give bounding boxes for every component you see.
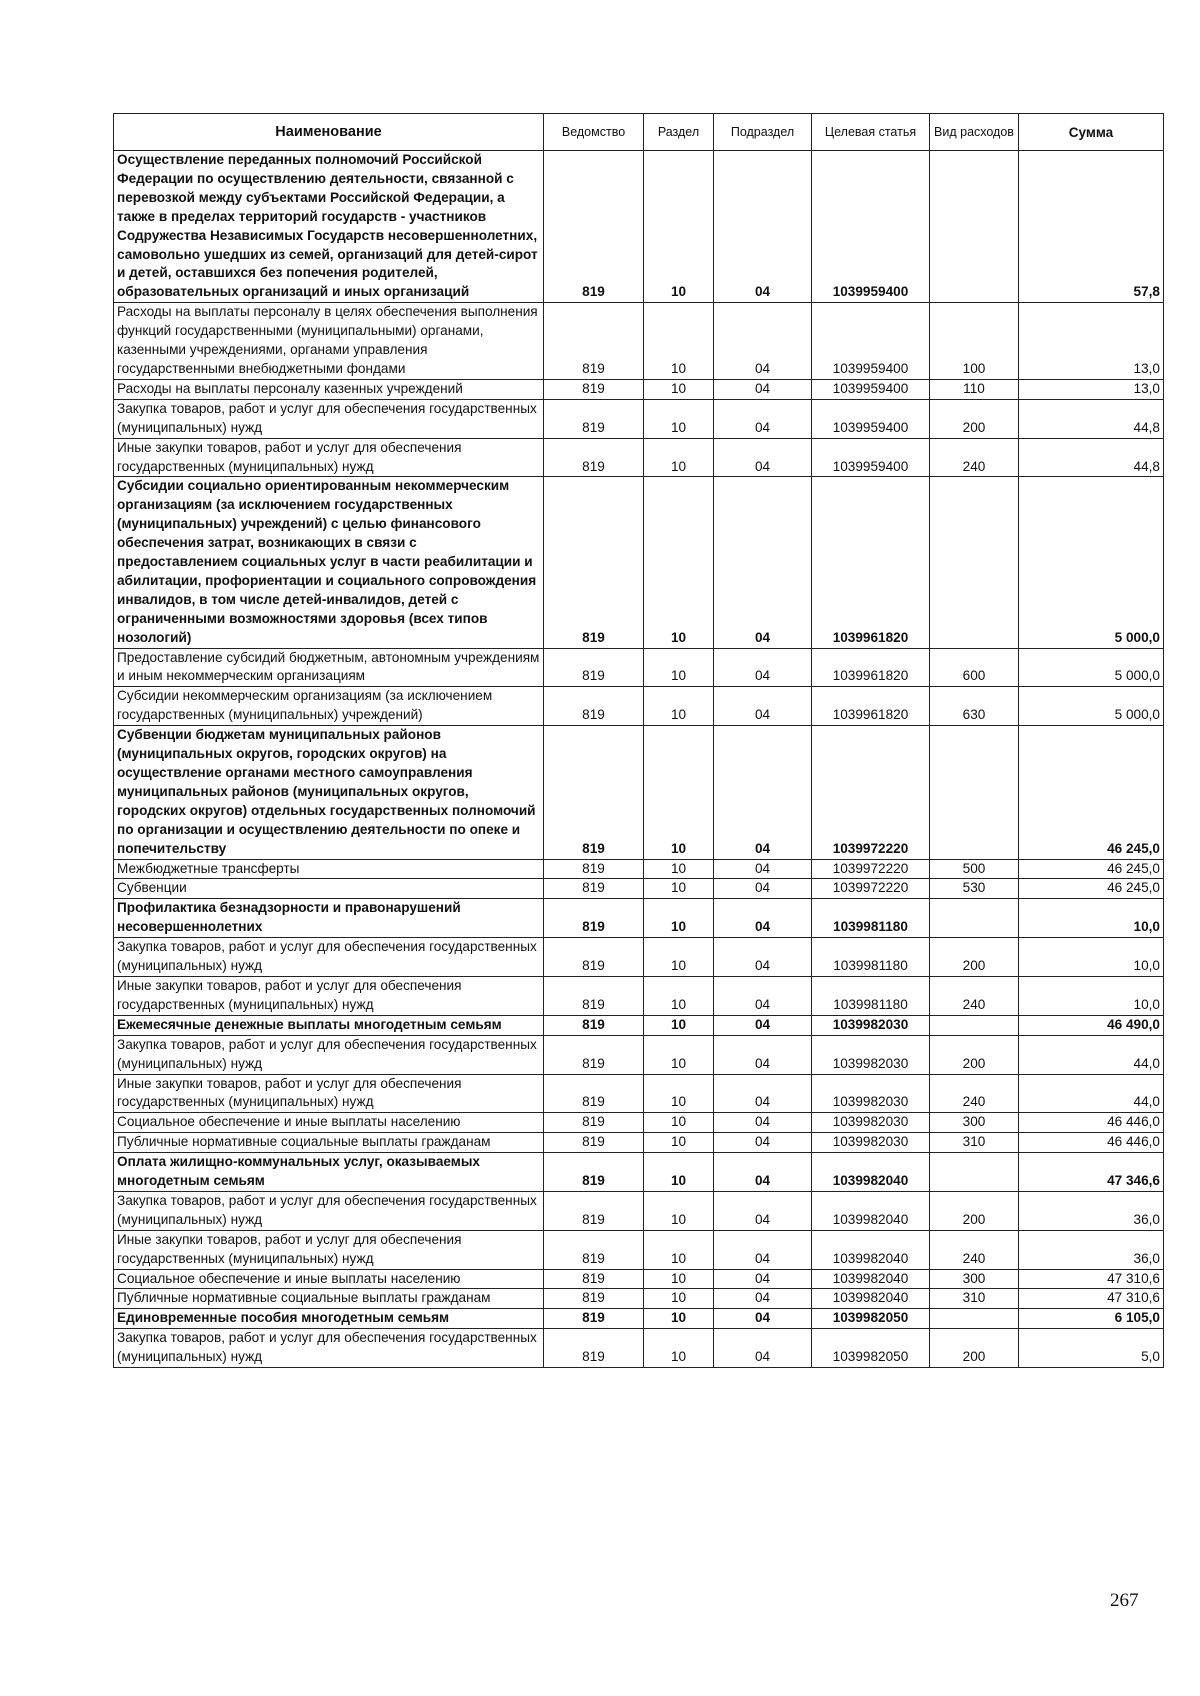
header-department: Ведомство xyxy=(544,114,644,151)
row-amount: 5,0 xyxy=(1019,1329,1164,1368)
table-header-row xyxy=(114,114,1164,151)
table-row xyxy=(114,687,1164,726)
row-amount: 5 000,0 xyxy=(1019,477,1164,648)
row-name: Иные закупки товаров, работ и услуг для обеспечения государственных (муниципальных) нужд xyxy=(114,976,544,1015)
row-department: 819 xyxy=(544,1329,644,1368)
row-amount: 47 346,6 xyxy=(1019,1153,1164,1192)
row-name: Профилактика безнадзорности и правонарушений несовершеннолетних xyxy=(114,899,544,938)
row-subsection: 04 xyxy=(714,859,812,879)
row-target-article: 1039959400 xyxy=(812,399,930,438)
row-target-article: 1039982040 xyxy=(812,1269,930,1289)
row-target-article: 1039982030 xyxy=(812,1074,930,1113)
row-section: 10 xyxy=(644,859,714,879)
row-amount: 46 446,0 xyxy=(1019,1133,1164,1153)
row-amount: 10,0 xyxy=(1019,899,1164,938)
row-expense-type: 200 xyxy=(930,1191,1019,1230)
row-expense-type: 300 xyxy=(930,1269,1019,1289)
row-name: Иные закупки товаров, работ и услуг для обеспечения государственных (муниципальных) нужд xyxy=(114,438,544,477)
row-expense-type xyxy=(930,1015,1019,1035)
row-amount: 44,8 xyxy=(1019,399,1164,438)
row-amount: 44,8 xyxy=(1019,438,1164,477)
row-department: 819 xyxy=(544,399,644,438)
row-amount: 13,0 xyxy=(1019,379,1164,399)
row-section: 10 xyxy=(644,1289,714,1309)
header-name: Наименование xyxy=(114,114,544,151)
row-name: Закупка товаров, работ и услуг для обеспечения государственных (муниципальных) нужд xyxy=(114,938,544,977)
table-row xyxy=(114,151,1164,303)
row-name: Закупка товаров, работ и услуг для обеспечения государственных (муниципальных) нужд xyxy=(114,1191,544,1230)
row-expense-type xyxy=(930,726,1019,859)
table-row xyxy=(114,1133,1164,1153)
row-expense-type: 200 xyxy=(930,938,1019,977)
row-amount: 46 490,0 xyxy=(1019,1015,1164,1035)
row-subsection: 04 xyxy=(714,648,812,687)
header-amount: Сумма xyxy=(1019,114,1164,151)
row-subsection: 04 xyxy=(714,1074,812,1113)
row-department: 819 xyxy=(544,303,644,380)
row-amount: 5 000,0 xyxy=(1019,648,1164,687)
row-name: Субсидии некоммерческим организациям (за исключением государственных (муниципальных) учреждений) xyxy=(114,687,544,726)
table-row xyxy=(114,976,1164,1015)
row-section: 10 xyxy=(644,1269,714,1289)
row-target-article: 1039959400 xyxy=(812,303,930,380)
row-target-article: 1039959400 xyxy=(812,438,930,477)
row-target-article: 1039961820 xyxy=(812,687,930,726)
row-expense-type xyxy=(930,477,1019,648)
table-row xyxy=(114,1113,1164,1133)
row-target-article: 1039982040 xyxy=(812,1289,930,1309)
row-name: Закупка товаров, работ и услуг для обеспечения государственных (муниципальных) нужд xyxy=(114,1035,544,1074)
table-row xyxy=(114,438,1164,477)
row-amount: 36,0 xyxy=(1019,1230,1164,1269)
table-row xyxy=(114,938,1164,977)
row-target-article: 1039981180 xyxy=(812,938,930,977)
row-section: 10 xyxy=(644,1191,714,1230)
table-row xyxy=(114,859,1164,879)
row-target-article: 1039972220 xyxy=(812,859,930,879)
row-subsection: 04 xyxy=(714,899,812,938)
row-subsection: 04 xyxy=(714,1329,812,1368)
row-name: Публичные нормативные социальные выплаты гражданам xyxy=(114,1289,544,1309)
row-department: 819 xyxy=(544,438,644,477)
row-subsection: 04 xyxy=(714,438,812,477)
row-subsection: 04 xyxy=(714,1015,812,1035)
row-section: 10 xyxy=(644,303,714,380)
row-department: 819 xyxy=(544,899,644,938)
row-target-article: 1039982030 xyxy=(812,1035,930,1074)
row-amount: 57,8 xyxy=(1019,151,1164,303)
row-expense-type: 600 xyxy=(930,648,1019,687)
row-expense-type: 530 xyxy=(930,879,1019,899)
row-department: 819 xyxy=(544,648,644,687)
row-amount: 13,0 xyxy=(1019,303,1164,380)
row-subsection: 04 xyxy=(714,726,812,859)
table-row xyxy=(114,1191,1164,1230)
table-row xyxy=(114,1230,1164,1269)
row-subsection: 04 xyxy=(714,151,812,303)
table-row xyxy=(114,1035,1164,1074)
table-row xyxy=(114,879,1164,899)
row-expense-type: 310 xyxy=(930,1289,1019,1309)
row-target-article: 1039982050 xyxy=(812,1329,930,1368)
row-amount: 44,0 xyxy=(1019,1074,1164,1113)
row-name: Публичные нормативные социальные выплаты гражданам xyxy=(114,1133,544,1153)
row-section: 10 xyxy=(644,879,714,899)
row-subsection: 04 xyxy=(714,938,812,977)
header-section: Раздел xyxy=(644,114,714,151)
budget-table xyxy=(113,113,1164,1368)
row-name: Закупка товаров, работ и услуг для обеспечения государственных (муниципальных) нужд xyxy=(114,1329,544,1368)
row-department: 819 xyxy=(544,477,644,648)
row-target-article: 1039972220 xyxy=(812,726,930,859)
row-section: 10 xyxy=(644,1074,714,1113)
header-expense-type: Вид расходов xyxy=(930,114,1019,151)
row-department: 819 xyxy=(544,726,644,859)
row-name: Иные закупки товаров, работ и услуг для обеспечения государственных (муниципальных) нужд xyxy=(114,1074,544,1113)
row-subsection: 04 xyxy=(714,1309,812,1329)
row-expense-type xyxy=(930,151,1019,303)
row-section: 10 xyxy=(644,687,714,726)
row-department: 819 xyxy=(544,1289,644,1309)
row-section: 10 xyxy=(644,1015,714,1035)
row-amount: 36,0 xyxy=(1019,1191,1164,1230)
row-expense-type: 110 xyxy=(930,379,1019,399)
row-name: Оплата жилищно-коммунальных услуг, оказываемых многодетным семьям xyxy=(114,1153,544,1192)
header-target-article: Целевая статья xyxy=(812,114,930,151)
row-name: Субсидии социально ориентированным некоммерческим организациям (за исключением государственных (муниципальных) учреждений) с целью финансового обеспечения затрат, возникающих в связи с предоставлением социальных услуг в части реабилитации и абилитации, профориентации и социального сопровождения инвалидов, в том числе детей-инвалидов, детей с ограниченными возможностями здоровья (всех типов нозологий) xyxy=(114,477,544,648)
row-name: Субвенции бюджетам муниципальных районов (муниципальных округов, городских округов) на осуществление органами местного самоуправления муниципальных районов (муниципальных округов, городских округов) отдельных государственных полномочий по организации и осуществлению деятельности по опеке и попечительству xyxy=(114,726,544,859)
row-target-article: 1039982030 xyxy=(812,1133,930,1153)
table-row xyxy=(114,1269,1164,1289)
row-department: 819 xyxy=(544,1269,644,1289)
row-section: 10 xyxy=(644,726,714,859)
row-subsection: 04 xyxy=(714,1191,812,1230)
row-subsection: 04 xyxy=(714,1113,812,1133)
table-row xyxy=(114,379,1164,399)
row-name: Закупка товаров, работ и услуг для обеспечения государственных (муниципальных) нужд xyxy=(114,399,544,438)
row-section: 10 xyxy=(644,899,714,938)
row-target-article: 1039959400 xyxy=(812,379,930,399)
row-section: 10 xyxy=(644,399,714,438)
row-amount: 10,0 xyxy=(1019,976,1164,1015)
row-expense-type: 100 xyxy=(930,303,1019,380)
table-body xyxy=(114,151,1164,1368)
row-subsection: 04 xyxy=(714,1153,812,1192)
row-subsection: 04 xyxy=(714,1269,812,1289)
row-department: 819 xyxy=(544,976,644,1015)
row-subsection: 04 xyxy=(714,976,812,1015)
row-target-article: 1039982040 xyxy=(812,1191,930,1230)
row-department: 819 xyxy=(544,1230,644,1269)
row-expense-type: 240 xyxy=(930,1230,1019,1269)
row-amount: 5 000,0 xyxy=(1019,687,1164,726)
table-row xyxy=(114,648,1164,687)
row-department: 819 xyxy=(544,379,644,399)
row-subsection: 04 xyxy=(714,399,812,438)
row-expense-type: 500 xyxy=(930,859,1019,879)
row-subsection: 04 xyxy=(714,477,812,648)
row-department: 819 xyxy=(544,1191,644,1230)
row-amount: 46 245,0 xyxy=(1019,726,1164,859)
row-name: Социальное обеспечение и иные выплаты населению xyxy=(114,1113,544,1133)
row-name: Единовременные пособия многодетным семьям xyxy=(114,1309,544,1329)
row-name: Межбюджетные трансферты xyxy=(114,859,544,879)
row-section: 10 xyxy=(644,1113,714,1133)
row-department: 819 xyxy=(544,938,644,977)
row-target-article: 1039959400 xyxy=(812,151,930,303)
row-amount: 10,0 xyxy=(1019,938,1164,977)
row-section: 10 xyxy=(644,151,714,303)
row-amount: 47 310,6 xyxy=(1019,1289,1164,1309)
table-row xyxy=(114,399,1164,438)
row-name: Расходы на выплаты персоналу в целях обеспечения выполнения функций государственными (муниципальными) органами, казенными учреждениями, органами управления государственными внебюджетными фондами xyxy=(114,303,544,380)
row-target-article: 1039981180 xyxy=(812,899,930,938)
row-department: 819 xyxy=(544,1015,644,1035)
row-target-article: 1039982040 xyxy=(812,1153,930,1192)
row-department: 819 xyxy=(544,687,644,726)
row-section: 10 xyxy=(644,1309,714,1329)
table-row xyxy=(114,1153,1164,1192)
row-department: 819 xyxy=(544,1309,644,1329)
row-section: 10 xyxy=(644,1133,714,1153)
row-target-article: 1039982040 xyxy=(812,1230,930,1269)
row-department: 819 xyxy=(544,1113,644,1133)
row-department: 819 xyxy=(544,151,644,303)
row-section: 10 xyxy=(644,938,714,977)
row-department: 819 xyxy=(544,879,644,899)
row-subsection: 04 xyxy=(714,1133,812,1153)
row-department: 819 xyxy=(544,1153,644,1192)
row-target-article: 1039982030 xyxy=(812,1015,930,1035)
row-expense-type: 240 xyxy=(930,1074,1019,1113)
row-section: 10 xyxy=(644,477,714,648)
row-expense-type: 200 xyxy=(930,399,1019,438)
table-row xyxy=(114,1309,1164,1329)
row-target-article: 1039972220 xyxy=(812,879,930,899)
row-amount: 46 245,0 xyxy=(1019,879,1164,899)
row-amount: 46 446,0 xyxy=(1019,1113,1164,1133)
table-row xyxy=(114,303,1164,380)
row-expense-type xyxy=(930,1153,1019,1192)
row-expense-type: 240 xyxy=(930,976,1019,1015)
row-subsection: 04 xyxy=(714,1035,812,1074)
row-name: Субвенции xyxy=(114,879,544,899)
row-expense-type xyxy=(930,899,1019,938)
row-expense-type: 630 xyxy=(930,687,1019,726)
header-subsection: Подраздел xyxy=(714,114,812,151)
row-name: Ежемесячные денежные выплаты многодетным семьям xyxy=(114,1015,544,1035)
row-expense-type: 200 xyxy=(930,1329,1019,1368)
row-amount: 6 105,0 xyxy=(1019,1309,1164,1329)
page-number: 267 xyxy=(1110,1590,1139,1611)
row-target-article: 1039961820 xyxy=(812,477,930,648)
table-row xyxy=(114,477,1164,648)
row-name: Осуществление переданных полномочий Российской Федерации по осуществлению деятельности, связанной с перевозкой между субъектами Российской Федерации, а также в пределах территорий государств - участников Содружества Независимых Государств несовершеннолетних, самовольно ушедших из семей, организаций для детей-сирот и детей, оставшихся без попечения родителей, образовательных организаций и иных организаций xyxy=(114,151,544,303)
row-target-article: 1039981180 xyxy=(812,976,930,1015)
row-department: 819 xyxy=(544,1074,644,1113)
row-target-article: 1039961820 xyxy=(812,648,930,687)
row-section: 10 xyxy=(644,1230,714,1269)
row-expense-type xyxy=(930,1309,1019,1329)
row-section: 10 xyxy=(644,976,714,1015)
row-department: 819 xyxy=(544,1133,644,1153)
row-section: 10 xyxy=(644,438,714,477)
table-row xyxy=(114,899,1164,938)
row-section: 10 xyxy=(644,1153,714,1192)
row-department: 819 xyxy=(544,859,644,879)
row-department: 819 xyxy=(544,1035,644,1074)
table-row xyxy=(114,1329,1164,1368)
row-name: Иные закупки товаров, работ и услуг для обеспечения государственных (муниципальных) нужд xyxy=(114,1230,544,1269)
row-target-article: 1039982050 xyxy=(812,1309,930,1329)
row-amount: 44,0 xyxy=(1019,1035,1164,1074)
row-section: 10 xyxy=(644,1329,714,1368)
row-expense-type: 300 xyxy=(930,1113,1019,1133)
table-row xyxy=(114,1015,1164,1035)
row-name: Расходы на выплаты персоналу казенных учреждений xyxy=(114,379,544,399)
row-name: Социальное обеспечение и иные выплаты населению xyxy=(114,1269,544,1289)
row-subsection: 04 xyxy=(714,1230,812,1269)
row-section: 10 xyxy=(644,648,714,687)
row-subsection: 04 xyxy=(714,1289,812,1309)
row-expense-type: 310 xyxy=(930,1133,1019,1153)
row-subsection: 04 xyxy=(714,687,812,726)
table-row xyxy=(114,1074,1164,1113)
row-subsection: 04 xyxy=(714,879,812,899)
row-expense-type: 200 xyxy=(930,1035,1019,1074)
row-section: 10 xyxy=(644,1035,714,1074)
table-row xyxy=(114,726,1164,859)
row-expense-type: 240 xyxy=(930,438,1019,477)
row-subsection: 04 xyxy=(714,303,812,380)
table-row xyxy=(114,1289,1164,1309)
row-amount: 46 245,0 xyxy=(1019,859,1164,879)
row-target-article: 1039982030 xyxy=(812,1113,930,1133)
row-amount: 47 310,6 xyxy=(1019,1269,1164,1289)
row-name: Предоставление субсидий бюджетным, автономным учреждениям и иным некоммерческим организациям xyxy=(114,648,544,687)
row-section: 10 xyxy=(644,379,714,399)
row-subsection: 04 xyxy=(714,379,812,399)
